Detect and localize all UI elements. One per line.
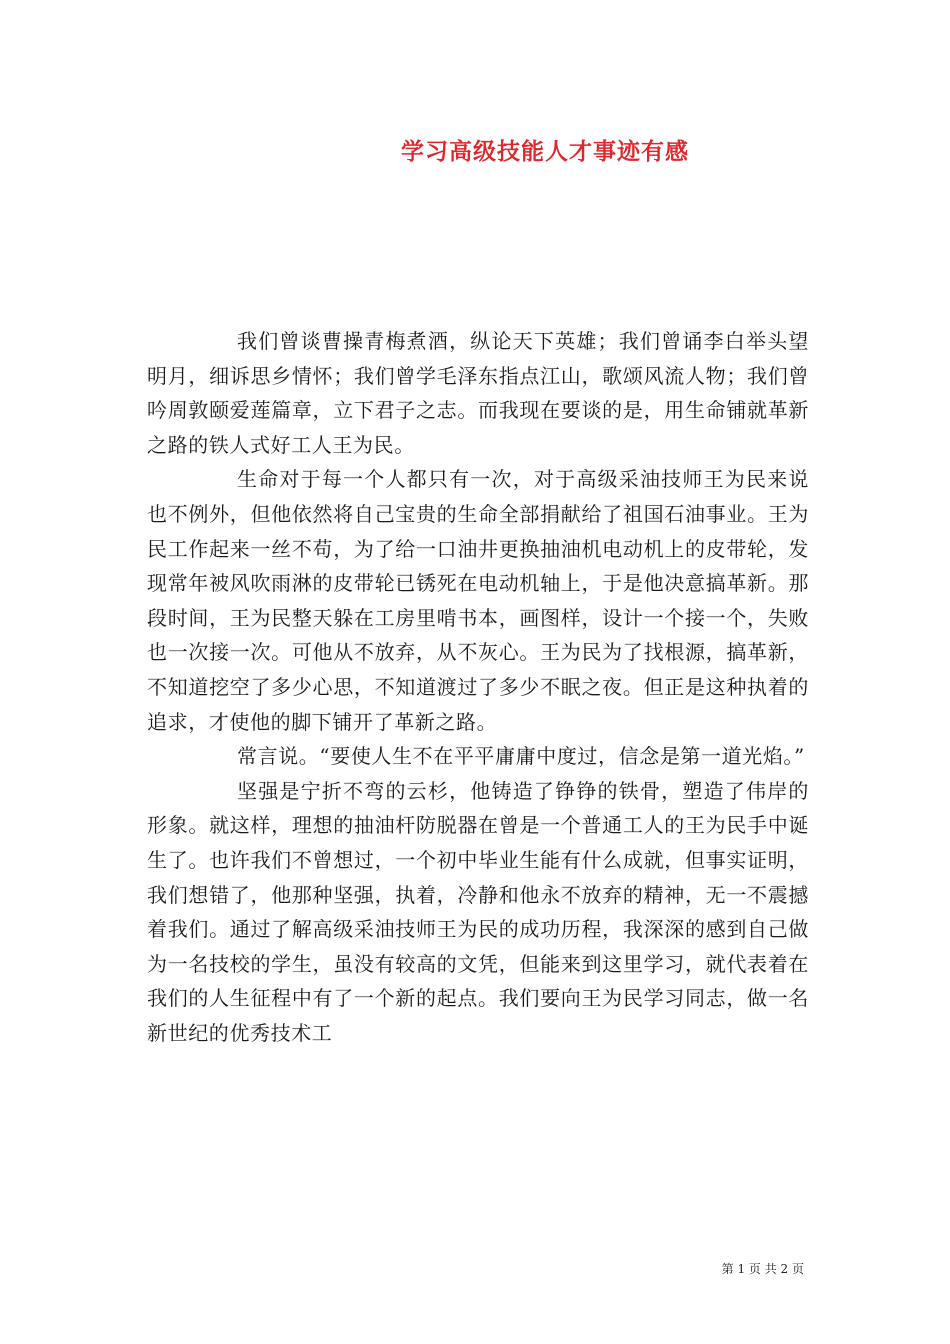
paragraph-3: 常言说。“要使人生不在平平庸庸中度过，信念是第一道光焰。” [237,744,805,769]
paragraph-1: 我们曾谈曹操青梅煮酒，纵论天下英雄；我们曾诵李白举头望明月，细诉思乡情怀；我们曾学毛泽东指点江山，歌颂风流人物；我们曾吟周敦颐爱莲篇章，立下君子之志。而我现在要谈的是，用生命铺就革新之路的铁人式好工人王为民。 [147,329,809,457]
document-title: 学习高级技能人才事迹有感 [401,138,689,165]
paragraph-2: 生命对于每一个人都只有一次，对于高级采油技师王为民来说也不例外，但他依然将自己宝贵的生命全部捐献给了祖国石油事业。王为民工作起来一丝不苟，为了给一口油井更换抽油机电动机上的皮带轮，发现常年被风吹雨淋的皮带轮已锈死在电动机轴上，于是他决意搞革新。那段时间，王为民整天躲在工房里啃书本，画图样，设计一个接一个，失败也一次接一次。可他从不放弃，从不灰心。王为民为了找根源，搞革新，不知道挖空了多少心思，不知道渡过了多少不眠之夜。但正是这种执着的追求，才使他的脚下铺开了革新之路。 [147,467,809,734]
page-number: 第 1 页 共 2 页 [721,1262,804,1276]
paragraph-4: 坚强是宁折不弯的云杉，他铸造了铮铮的铁骨，塑造了伟岸的形象。就这样，理想的抽油杆防脱器在曾是一个普通工人的王为民手中诞生了。也许我们不曾想过，一个初中毕业生能有什么成就，但事实证明，我们想错了，他那种坚强，执着，冷静和他永不放弃的精神，无一不震撼着我们。通过了解高级采油技师王为民的成功历程，我深深的感到自己做为一名技校的学生，虽没有较高的文凭，但能来到这里学习，就代表着在我们的人生征程中有了一个新的起点。我们要向王为民学习同志，做一名新世纪的优秀技术工 [147,778,809,1045]
document-body [147,324,809,1050]
